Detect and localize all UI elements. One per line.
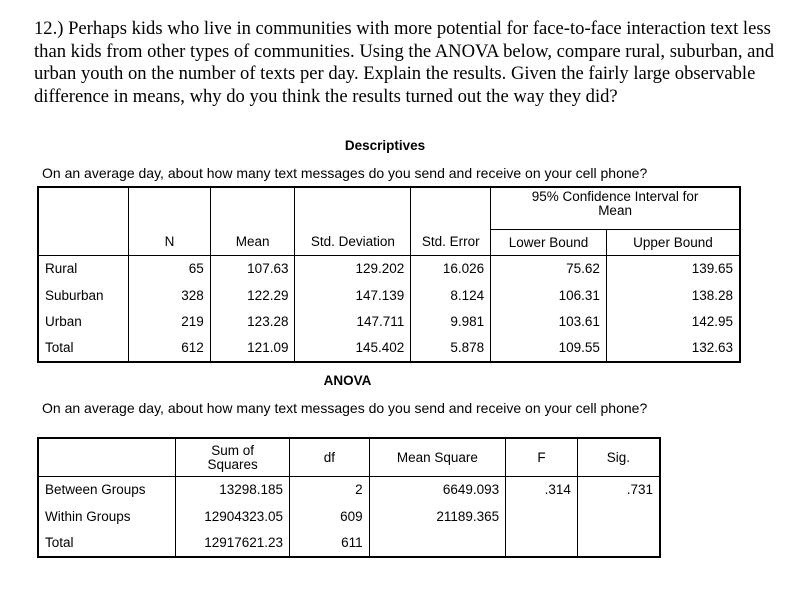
cell-df: 2 — [290, 476, 370, 503]
cell-std-deviation: 145.402 — [295, 334, 411, 362]
cell-std-deviation: 147.139 — [295, 282, 411, 308]
cell-mean: 107.63 — [210, 255, 295, 282]
header-blank-cell — [210, 187, 295, 229]
col-header-ss-line2: Squares — [207, 457, 258, 473]
col-header-df: df — [290, 438, 370, 476]
col-header-std-error: Std. Error — [411, 229, 491, 255]
descriptives-subtitle: On an average day, about how many text messages do you send and receive on your cell phone? — [42, 165, 648, 181]
cell-sum-of-squares: 12904323.05 — [176, 503, 290, 529]
cell-sig — [577, 503, 660, 529]
header-blank-cell — [411, 187, 491, 229]
cell-sum-of-squares: 13298.185 — [176, 476, 290, 503]
cell-lower-bound: 75.62 — [491, 255, 607, 282]
header-blank-cell — [295, 187, 411, 229]
header-blank-cell — [38, 438, 176, 476]
header-blank-cell — [129, 187, 211, 229]
col-header-sum-of-squares — [176, 438, 290, 476]
row-label: Total — [38, 529, 176, 557]
row-label: Within Groups — [38, 503, 176, 529]
cell-upper-bound: 142.95 — [606, 308, 740, 334]
table-row — [38, 308, 740, 334]
col-header-ss-line1: Sum of — [211, 443, 255, 459]
cell-lower-bound: 109.55 — [491, 334, 607, 362]
col-header-upper-bound: Upper Bound — [606, 229, 740, 255]
cell-std-error: 9.981 — [411, 308, 491, 334]
cell-sig: .731 — [577, 476, 660, 503]
cell-std-deviation: 129.202 — [295, 255, 411, 282]
cell-n: 219 — [129, 308, 211, 334]
col-header-mean: Mean — [210, 229, 295, 255]
cell-upper-bound: 132.63 — [606, 334, 740, 362]
table-row — [38, 476, 660, 503]
col-header-mean-square: Mean Square — [369, 438, 506, 476]
col-header-sig: Sig. — [577, 438, 660, 476]
cell-sig — [577, 529, 660, 557]
row-label: Rural — [38, 255, 129, 282]
cell-mean: 123.28 — [210, 308, 295, 334]
cell-std-error: 16.026 — [411, 255, 491, 282]
cell-lower-bound: 106.31 — [491, 282, 607, 308]
col-header-n: N — [129, 229, 211, 255]
cell-mean: 122.29 — [210, 282, 295, 308]
cell-mean-square — [369, 529, 506, 557]
cell-sum-of-squares: 12917621.23 — [176, 529, 290, 557]
col-header-f: F — [506, 438, 578, 476]
row-label: Suburban — [38, 282, 129, 308]
row-label: Urban — [38, 308, 129, 334]
cell-std-error: 8.124 — [411, 282, 491, 308]
anova-title: ANOVA — [323, 373, 372, 388]
cell-n: 612 — [129, 334, 211, 362]
row-label: Between Groups — [38, 476, 176, 503]
cell-n: 328 — [129, 282, 211, 308]
table-row — [38, 282, 740, 308]
cell-n: 65 — [129, 255, 211, 282]
header-blank-cell — [38, 187, 129, 255]
cell-mean-square: 6649.093 — [369, 476, 506, 503]
cell-std-deviation: 147.711 — [295, 308, 411, 334]
question-text: 12.) Perhaps kids who live in communities with more potential for face-to-face interaction text less than kids from other types of communities. Using the ANOVA below, compare rural, suburban, and urban youth on the number of texts per day. Explain the results. Given the fairly large observable difference in means, why do you think the results turned out the way they did? — [34, 18, 774, 107]
col-header-lower-bound: Lower Bound — [491, 229, 607, 255]
table-row — [38, 529, 660, 557]
ci-header-line2: Mean — [598, 203, 632, 218]
anova-table — [37, 437, 661, 558]
cell-f — [506, 529, 578, 557]
cell-f: .314 — [506, 476, 578, 503]
cell-df: 609 — [290, 503, 370, 529]
descriptives-table — [37, 186, 741, 363]
cell-df: 611 — [290, 529, 370, 557]
cell-f — [506, 503, 578, 529]
cell-lower-bound: 103.61 — [491, 308, 607, 334]
table-row — [38, 334, 740, 362]
cell-std-error: 5.878 — [411, 334, 491, 362]
table-row — [38, 503, 660, 529]
cell-upper-bound: 139.65 — [606, 255, 740, 282]
col-header-std-deviation: Std. Deviation — [295, 229, 411, 255]
table-row — [38, 255, 740, 282]
cell-mean-square: 21189.365 — [369, 503, 506, 529]
anova-subtitle: On an average day, about how many text messages do you send and receive on your cell phone? — [42, 400, 648, 416]
ci-header — [491, 187, 740, 229]
row-label: Total — [38, 334, 129, 362]
ci-header-line1: 95% Confidence Interval for — [531, 189, 699, 204]
descriptives-title: Descriptives — [344, 138, 426, 153]
cell-upper-bound: 138.28 — [606, 282, 740, 308]
cell-mean: 121.09 — [210, 334, 295, 362]
